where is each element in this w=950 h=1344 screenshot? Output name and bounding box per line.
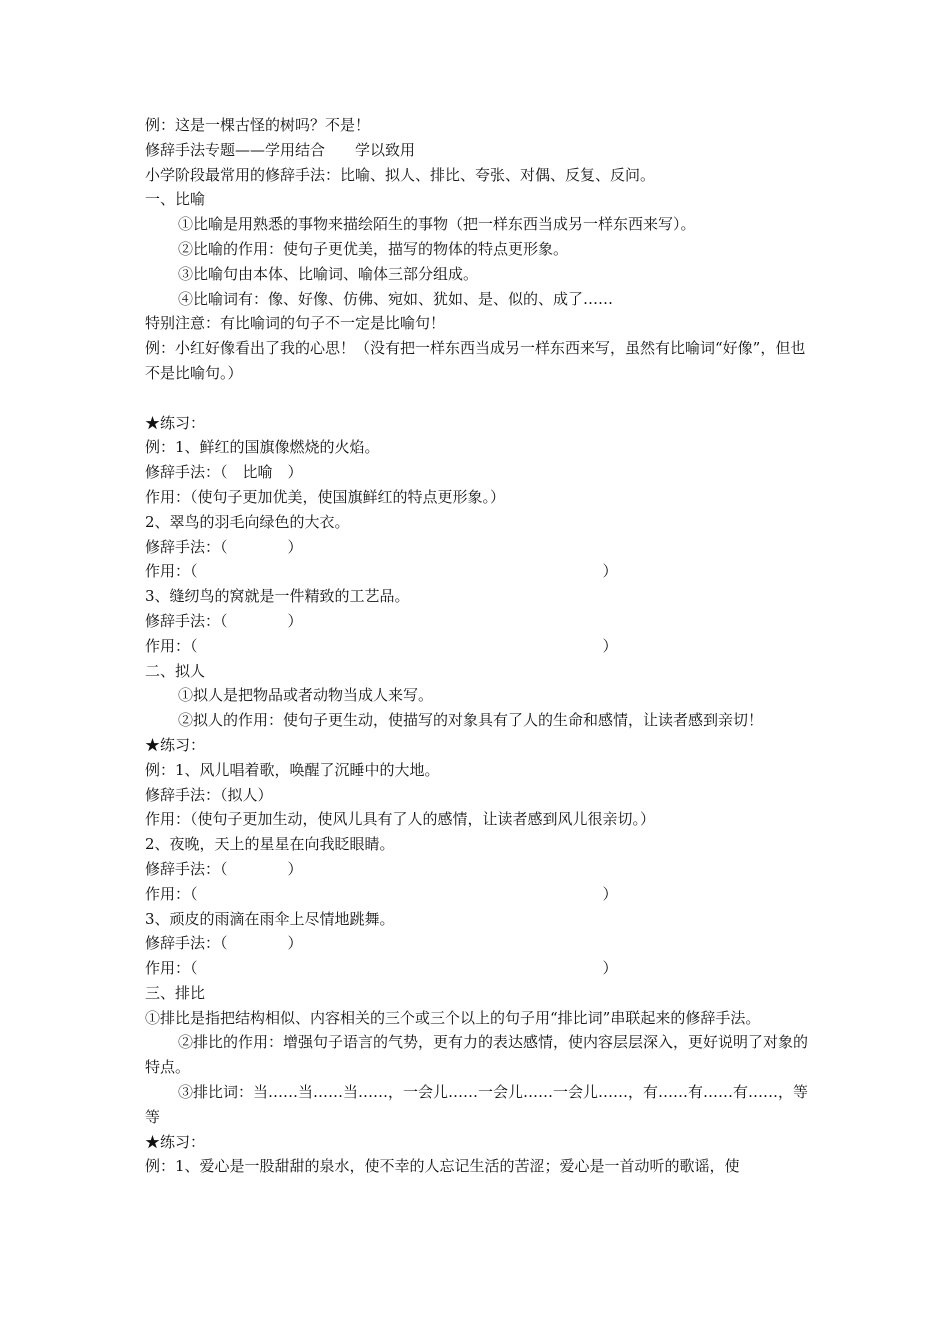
exercise-heading: ★练习： — [145, 413, 206, 432]
simile-point-4: ④比喻词有：像、好像、仿佛、宛如、犹如、是、似的、成了…… — [178, 289, 614, 308]
intro-line: 小学阶段最常用的修辞手法：比喻、拟人、排比、夸张、对偶、反复、反问。 — [145, 165, 656, 184]
exercise-item: 3、顽皮的雨滴在雨伞上尽情地跳舞。 — [145, 909, 395, 928]
effect-blank: 作用：（ ） — [145, 636, 618, 655]
exercise-item: 2、夜晚，天上的星星在向我眨眼睛。 — [145, 835, 395, 854]
parallelism-point-1: ①排比是指把结构相似、内容相关的三个或三个以上的句子用“排比词”串联起来的修辞手法。 — [145, 1008, 761, 1027]
rhetoric-answer: 修辞手法：（拟人） — [145, 785, 273, 804]
rhetoric-blank: 修辞手法：（ ） — [145, 611, 303, 630]
effect-answer: 作用：（使句子更加生动，使风儿具有了人的感情，让读者感到风儿很亲切。） — [145, 810, 656, 829]
effect-answer: 作用：（使句子更加优美，使国旗鲜红的特点更形象。） — [145, 487, 506, 506]
example-line: 例：这是一棵古怪的树吗？不是！ — [145, 116, 371, 134]
parallelism-point-3: ③排比词：当……当……当……，一会儿……一会儿……一会儿……，有……有……有……，等等 — [145, 1083, 809, 1126]
exercise-heading: ★练习： — [145, 735, 206, 754]
topic-title: 修辞手法专题——学用结合 学以致用 — [145, 140, 416, 159]
effect-blank: 作用：（ ） — [145, 959, 618, 978]
section-heading-simile: 一、比喻 — [145, 190, 206, 209]
parallelism-point-2: ②排比的作用：增强句子语言的气势，更有力的表达感情，使内容层层深入，更好说明了对象的特点。 — [145, 1033, 809, 1077]
section-heading-personification: 二、拟人 — [145, 661, 206, 680]
exercise-item: 例：1、风儿唱着歌，唤醒了沉睡中的大地。 — [145, 760, 440, 779]
exercise-item: 例：1、鲜红的国旗像燃烧的火焰。 — [145, 438, 380, 457]
exercise-item: 例：1、爱心是一股甜甜的泉水，使不幸的人忘记生活的苦涩；爱心是一首动听的歌谣，使 — [145, 1157, 740, 1176]
rhetoric-blank: 修辞手法：（ ） — [145, 859, 303, 878]
blank-line — [145, 386, 813, 411]
personification-point-2: ②拟人的作用：使句子更生动，使描写的对象具有了人的生命和感情，让读者感到亲切！ — [178, 711, 764, 730]
simile-point-2: ②比喻的作用：使句子更优美，描写的物体的特点更形象。 — [178, 239, 569, 258]
simile-point-1: ①比喻是用熟悉的事物来描绘陌生的事物（把一样东西当成另一样东西来写）。 — [178, 215, 696, 234]
simile-point-3: ③比喻句由本体、比喻词、喻体三部分组成。 — [178, 264, 479, 283]
document-body — [145, 113, 813, 1179]
note-example: 例：小红好像看出了我的心思！（没有把一样东西当成另一样东西来写，虽然有比喻词“好像”，但也不是比喻句。） — [145, 339, 806, 382]
rhetoric-answer: 修辞手法：（ 比喻 ） — [145, 463, 303, 482]
section-heading-parallelism: 三、排比 — [145, 983, 206, 1002]
exercise-heading: ★练习： — [145, 1132, 206, 1151]
rhetoric-blank: 修辞手法：（ ） — [145, 934, 303, 953]
special-note: 特别注意：有比喻词的句子不一定是比喻句！ — [145, 314, 446, 333]
exercise-item: 2、翠鸟的羽毛向绿色的大衣。 — [145, 512, 350, 531]
exercise-item: 3、缝纫鸟的窝就是一件精致的工艺品。 — [145, 587, 410, 606]
rhetoric-blank: 修辞手法：（ ） — [145, 537, 303, 556]
effect-blank: 作用：（ ） — [145, 562, 618, 581]
effect-blank: 作用：（ ） — [145, 884, 618, 903]
personification-point-1: ①拟人是把物品或者动物当成人来写。 — [178, 686, 434, 705]
